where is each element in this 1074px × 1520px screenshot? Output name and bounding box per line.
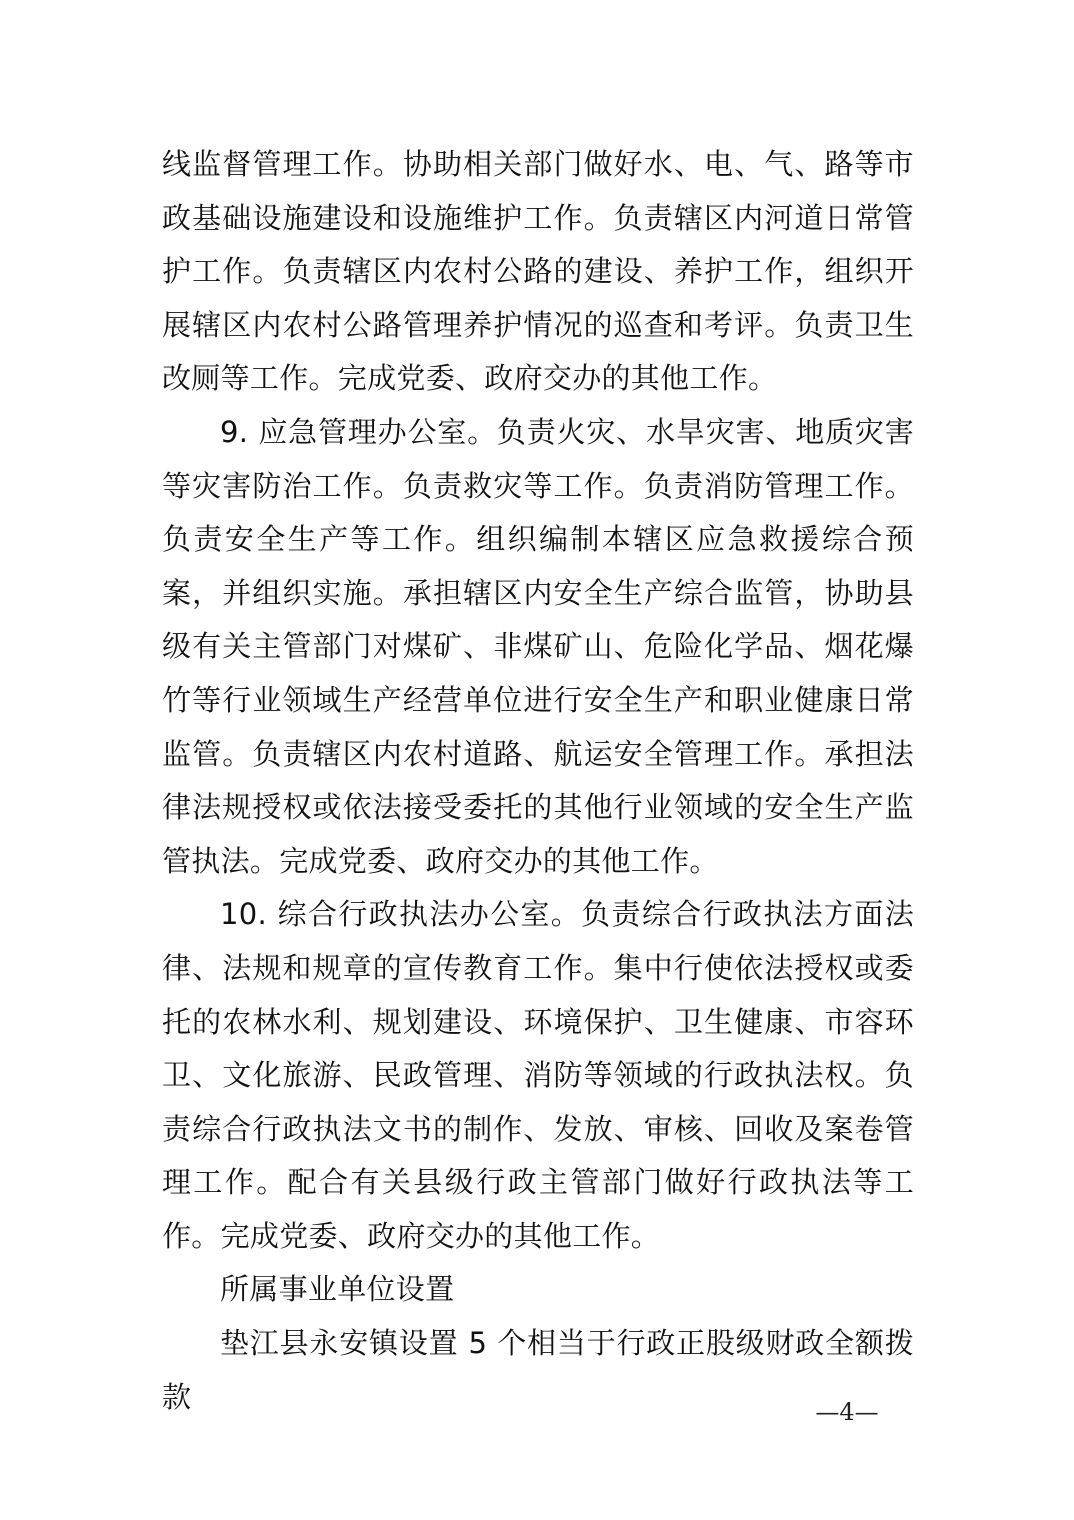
page-number: —4— — [815, 1398, 879, 1426]
section-heading: 所属事业单位设置 — [220, 1272, 455, 1307]
body-paragraph-1: 线监督管理工作。协助相关部门做好水、电、气、路等市政基础设施建设和设施维护工作。负责辖区内河道日常管护工作。负责辖区内农村公路的建设、养护工作，组织开展辖区内农村公路管理养护情况的巡查和考评。负责卫生改厕等工作。完成党委、政府交办的其他工作。 — [162, 147, 914, 396]
body-paragraph-3: 10. 综合行政执法办公室。负责综合行政执法方面法律、法规和规章的宣传教育工作。集中行使依法授权或委托的农林水利、规划建设、环境保护、卫生健康、市容环卫、文化旅游、民政管理、消防等领域的行政执法权。负责综合行政执法文书的制作、发放、审核、回收及案卷管理工作。配合有关县级行政主管部门做好行政执法等工作。完成党委、政府交办的其他工作。 — [162, 897, 914, 1253]
body-paragraph-5: 垫江县永安镇设置 5 个相当于行政正股级财政全额拨款 — [162, 1326, 914, 1414]
document-body — [162, 138, 914, 1424]
body-paragraph-2: 9. 应急管理办公室。负责火灾、水旱灾害、地质灾害等灾害防治工作。负责救灾等工作。负责消防管理工作。负责安全生产等工作。组织编制本辖区应急救援综合预案，并组织实施。承担辖区内安全生产综合监管，协助县级有关主管部门对煤矿、非煤矿山、危险化学品、烟花爆竹等行业领域生产经营单位进行安全生产和职业健康日常监管。负责辖区内农村道路、航运安全管理工作。承担法律法规授权或依法接受委托的其他行业领域的安全生产监管执法。完成党委、政府交办的其他工作。 — [162, 414, 914, 878]
